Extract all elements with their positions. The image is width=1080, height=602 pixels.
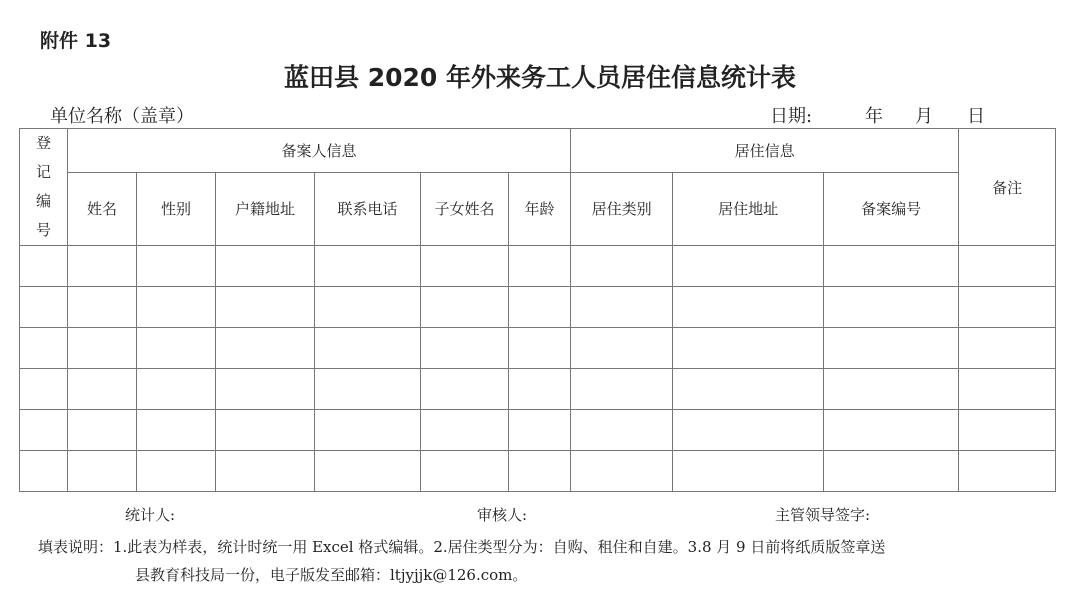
table-cell[interactable] [571, 246, 673, 287]
table-row [20, 328, 1056, 369]
table-cell[interactable] [315, 246, 421, 287]
date-year: 年 [865, 106, 883, 127]
table-cell[interactable] [216, 287, 315, 328]
table-cell[interactable] [315, 451, 421, 492]
column-header: 户籍地址 [216, 172, 315, 245]
table-cell[interactable] [673, 410, 824, 451]
table-cell[interactable] [315, 369, 421, 410]
table-cell[interactable] [216, 328, 315, 369]
table-cell[interactable] [509, 287, 571, 328]
table-cell[interactable] [315, 410, 421, 451]
table-cell[interactable] [137, 451, 216, 492]
table-cell[interactable] [673, 246, 824, 287]
table-cell[interactable] [959, 328, 1056, 369]
table-cell[interactable] [571, 451, 673, 492]
table-cell[interactable] [959, 410, 1056, 451]
reviewer-label: 审核人: [477, 506, 528, 524]
table-cell[interactable] [673, 328, 824, 369]
table-cell[interactable] [68, 369, 137, 410]
table-cell[interactable] [68, 287, 137, 328]
table-cell[interactable] [959, 287, 1056, 328]
table-cell[interactable] [959, 369, 1056, 410]
table-cell[interactable] [509, 246, 571, 287]
table-cell[interactable] [68, 410, 137, 451]
table-cell[interactable] [959, 451, 1056, 492]
table-cell[interactable] [571, 287, 673, 328]
table-row [20, 369, 1056, 410]
table-cell[interactable] [421, 287, 509, 328]
info-table [19, 128, 1056, 492]
date-label: 日期: [770, 106, 813, 127]
table-cell[interactable] [571, 369, 673, 410]
reg-no-header: 登 记 编 号 [20, 129, 68, 246]
table-cell[interactable] [421, 369, 509, 410]
table-cell[interactable] [571, 328, 673, 369]
remark-header: 备注 [959, 129, 1056, 246]
table-cell[interactable] [216, 369, 315, 410]
table-cell[interactable] [673, 451, 824, 492]
table-cell[interactable] [673, 369, 824, 410]
statistician-label: 统计人: [125, 506, 176, 524]
table-cell[interactable] [216, 451, 315, 492]
table-cell[interactable] [137, 287, 216, 328]
column-header: 子女姓名 [421, 172, 509, 245]
date-field [770, 102, 985, 128]
table-cell[interactable] [824, 246, 959, 287]
table-cell[interactable] [571, 410, 673, 451]
table-row [20, 246, 1056, 287]
filer-info-header: 备案人信息 [68, 129, 571, 173]
table-cell[interactable] [824, 410, 959, 451]
table-cell[interactable] [824, 287, 959, 328]
table-cell[interactable] [421, 246, 509, 287]
table-cell[interactable] [673, 287, 824, 328]
column-header: 居住类别 [571, 172, 673, 245]
table-cell[interactable] [509, 328, 571, 369]
page-title: 蓝田县 2020 年外来务工人员居住信息统计表 [284, 63, 796, 92]
table-cell[interactable] [216, 410, 315, 451]
column-header: 备案编号 [824, 172, 959, 245]
table-cell[interactable] [216, 246, 315, 287]
table-cell[interactable] [509, 410, 571, 451]
column-header: 性别 [137, 172, 216, 245]
table-cell[interactable] [824, 328, 959, 369]
table-cell[interactable] [421, 410, 509, 451]
table-cell[interactable] [959, 246, 1056, 287]
table-cell[interactable] [20, 287, 68, 328]
table-cell[interactable] [421, 451, 509, 492]
leader-signature-label: 主管领导签字: [775, 506, 871, 524]
table-row [20, 287, 1056, 328]
table-row [20, 410, 1056, 451]
table-cell[interactable] [824, 369, 959, 410]
table-cell[interactable] [137, 369, 216, 410]
table-cell[interactable] [20, 451, 68, 492]
table-cell[interactable] [315, 328, 421, 369]
table-cell[interactable] [824, 451, 959, 492]
table-cell[interactable] [509, 451, 571, 492]
table-cell[interactable] [315, 287, 421, 328]
table-cell[interactable] [137, 410, 216, 451]
table-cell[interactable] [20, 410, 68, 451]
table-cell[interactable] [509, 369, 571, 410]
date-day: 日 [967, 106, 985, 127]
table-cell[interactable] [68, 451, 137, 492]
notes-line-2: 县教育科技局一份，电子版发至邮箱：ltjyjjk@126.com。 [135, 566, 528, 584]
table-cell[interactable] [20, 328, 68, 369]
table-cell[interactable] [137, 246, 216, 287]
residence-info-header: 居住信息 [571, 129, 959, 173]
table-cell[interactable] [137, 328, 216, 369]
unit-name-label: 单位名称（盖章） [50, 106, 194, 127]
attachment-label: 附件 13 [40, 30, 112, 52]
date-month: 月 [915, 106, 933, 127]
column-header: 姓名 [68, 172, 137, 245]
table-cell[interactable] [20, 369, 68, 410]
table-row [20, 451, 1056, 492]
table-cell[interactable] [68, 246, 137, 287]
column-header: 联系电话 [315, 172, 421, 245]
column-header: 居住地址 [673, 172, 824, 245]
notes-line-1: 填表说明：1.此表为样表，统计时统一用 Excel 格式编辑。2.居住类型分为：自购、租住和自建。3.8 月 9 日前将纸质版签章送 [38, 538, 886, 556]
table-cell[interactable] [421, 328, 509, 369]
column-header: 年龄 [509, 172, 571, 245]
table-cell[interactable] [68, 328, 137, 369]
table-cell[interactable] [20, 246, 68, 287]
